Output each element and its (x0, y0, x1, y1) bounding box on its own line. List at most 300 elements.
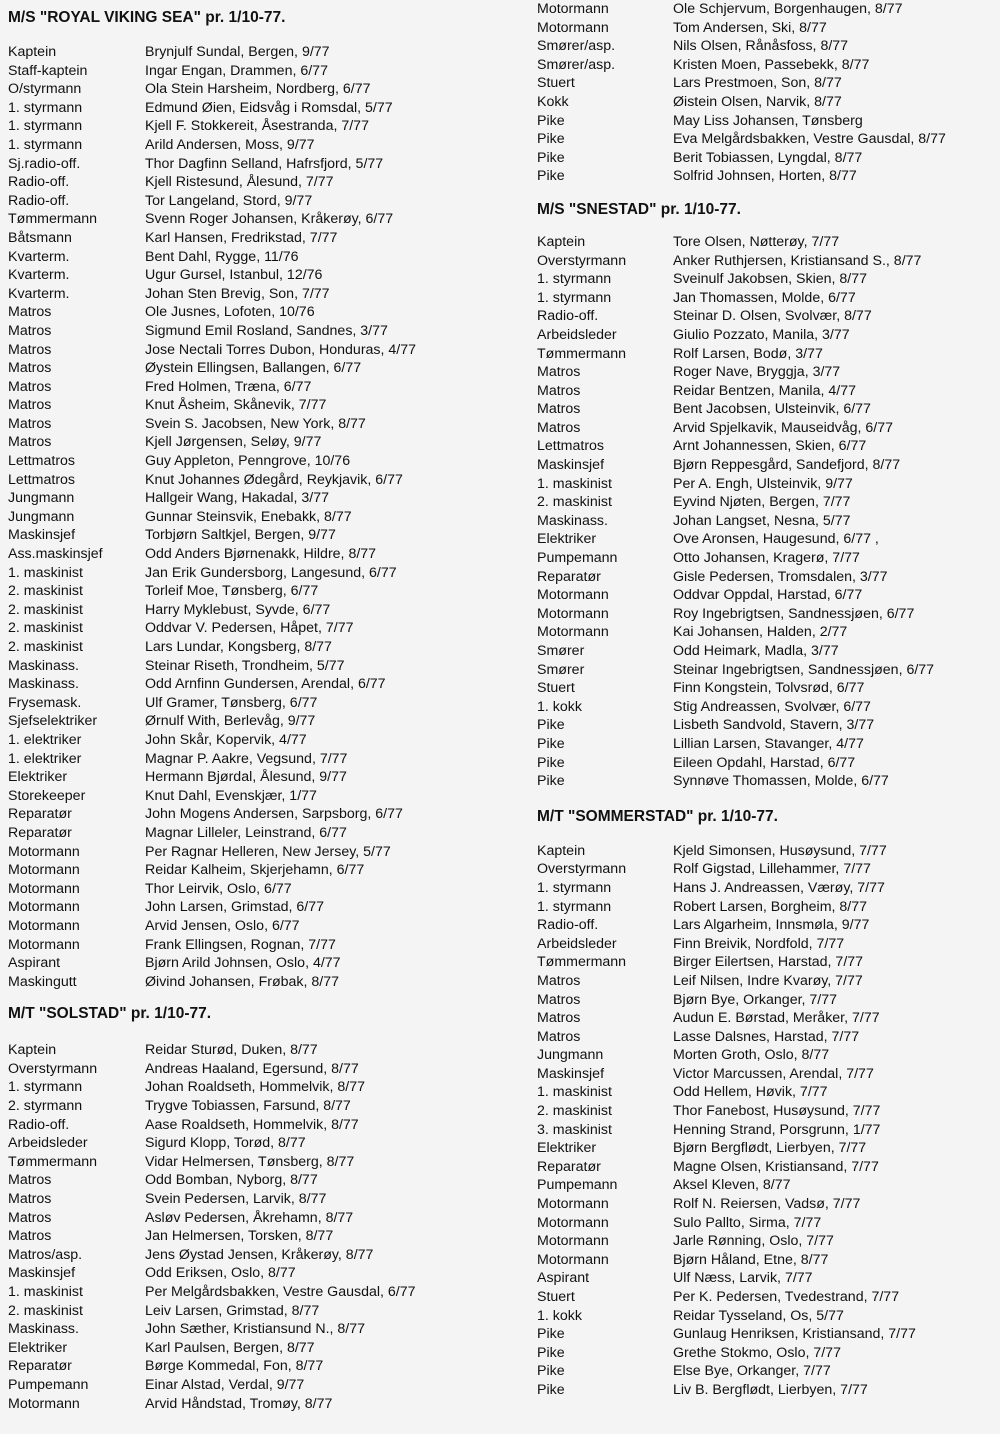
crew-name: Lillian Larsen, Stavanger, 4/77 (673, 735, 864, 752)
crew-rank: Matros (8, 322, 52, 339)
crew-name: Karl Paulsen, Bergen, 8/77 (145, 1339, 315, 1356)
crew-row (537, 400, 997, 419)
crew-name: Sigurd Klopp, Torød, 8/77 (145, 1135, 306, 1152)
crew-list (8, 1041, 528, 1413)
crew-row (537, 661, 997, 680)
crew-name: Victor Marcussen, Arendal, 7/77 (673, 1065, 874, 1082)
crew-name: Tor Langeland, Stord, 9/77 (145, 192, 313, 209)
crew-rank: Matros (8, 1228, 52, 1245)
crew-rank: Kaptein (8, 1042, 57, 1059)
crew-rank: Jungmann (8, 490, 75, 507)
crew-rank: Pike (537, 131, 565, 148)
crew-rank: 1. styrmann (8, 118, 83, 135)
crew-rank: Motormann (8, 936, 80, 953)
crew-list (537, 233, 997, 791)
crew-row (537, 1232, 997, 1251)
crew-list (8, 43, 528, 991)
crew-name: Nils Olsen, Rånåsfoss, 8/77 (673, 38, 849, 55)
crew-name: Børge Kommedal, Fon, 8/77 (145, 1358, 324, 1375)
crew-row (8, 1395, 528, 1414)
crew-row (8, 898, 528, 917)
crew-rank: 2. styrmann (8, 1098, 83, 1115)
crew-row (537, 605, 997, 624)
crew-row (537, 991, 997, 1010)
crew-rank: Motormann (8, 880, 80, 897)
crew-rank: 1. maskinist (8, 1284, 83, 1300)
crew-row (8, 43, 528, 62)
crew-row (537, 74, 997, 93)
crew-row (8, 396, 528, 415)
section-royal-viking-sea (8, 8, 528, 991)
crew-name: Ole Schjervum, Borgenhaugen, 8/77 (673, 1, 903, 17)
crew-name: Steinar D. Olsen, Svolvær, 8/77 (673, 308, 872, 325)
crew-rank: Matros (537, 364, 581, 381)
crew-rank: 1. elektriker (8, 731, 82, 748)
crew-name: Karl Hansen, Fredrikstad, 7/77 (145, 229, 338, 246)
crew-rank: Lettmatros (537, 438, 605, 455)
crew-row (8, 731, 528, 750)
crew-name: Einar Alstad, Verdal, 9/77 (145, 1376, 305, 1393)
crew-rank: 2. maskinist (8, 620, 83, 637)
crew-name: Berit Tobiassen, Lyngdal, 8/77 (673, 149, 863, 166)
crew-name: Odd Heimark, Madla, 3/77 (673, 643, 839, 659)
crew-name: Eva Melgårdsbakken, Vestre Gausdal, 8/77 (673, 131, 946, 148)
crew-row (537, 879, 997, 898)
crew-name: Ugur Gursel, Istanbul, 12/76 (145, 267, 323, 284)
crew-row (8, 917, 528, 936)
crew-row (8, 378, 528, 397)
crew-row (8, 62, 528, 81)
crew-rank: Maskinass. (8, 657, 79, 674)
crew-rank: 1. styrmann (537, 271, 612, 288)
crew-name: Lars Lundar, Kongsberg, 8/77 (145, 639, 332, 655)
crew-row (537, 1195, 997, 1214)
crew-name: Gisle Pedersen, Tromsdalen, 3/77 (673, 568, 888, 585)
crew-rank: Matros (537, 1028, 581, 1045)
crew-name: Jan Helmersen, Torsken, 8/77 (145, 1228, 334, 1245)
crew-row (8, 1078, 528, 1097)
crew-name: Bjørn Arild Johnsen, Oslo, 4/77 (145, 955, 341, 972)
crew-rank: Kvarterm. (8, 248, 70, 265)
crew-name: Tore Olsen, Nøtterøy, 7/77 (673, 233, 840, 250)
crew-row (8, 1320, 528, 1339)
crew-row (537, 623, 997, 642)
crew-row (8, 1376, 528, 1395)
crew-rank: Motormann (8, 862, 80, 879)
crew-rank: 1. styrmann (537, 289, 612, 306)
crew-name: Ingar Engan, Drammen, 6/77 (145, 62, 328, 79)
crew-name: Hallgeir Wang, Hakadal, 3/77 (145, 490, 330, 507)
crew-name: Reidar Kalheim, Skjerjehamn, 6/77 (145, 862, 365, 879)
crew-name: John Skår, Kopervik, 4/77 (145, 731, 307, 748)
crew-rank: Aspirant (8, 955, 61, 972)
crew-rank: Pumpemann (537, 550, 618, 567)
right-column (537, 0, 997, 1400)
crew-name: Ulf Næss, Larvik, 7/77 (673, 1270, 813, 1287)
crew-rank: Matros (537, 1010, 581, 1027)
section-solstad (8, 1004, 528, 1413)
crew-name: Finn Kongstein, Tolvsrød, 6/77 (673, 680, 865, 697)
crew-row (537, 112, 997, 131)
crew-rank: Motormann (537, 1251, 609, 1268)
crew-rank: 1. elektriker (8, 750, 82, 767)
crew-rank: Smører/asp. (537, 56, 616, 73)
crew-name: Robert Larsen, Borgheim, 8/77 (673, 898, 868, 915)
crew-row (537, 326, 997, 345)
crew-row (8, 601, 528, 620)
crew-rank: 2. maskinist (537, 1103, 612, 1120)
crew-row (537, 568, 997, 587)
crew-name: Aase Roaldseth, Hommelvik, 8/77 (145, 1116, 359, 1133)
crew-rank: Arbeidsleder (537, 935, 617, 952)
crew-row (8, 452, 528, 471)
crew-row (8, 173, 528, 192)
crew-row (8, 657, 528, 676)
crew-rank: Reparatør (537, 1158, 601, 1175)
crew-name: Arvid Håndstad, Tromøy, 8/77 (145, 1395, 333, 1412)
crew-row (8, 712, 528, 731)
crew-row (537, 493, 997, 512)
crew-row (537, 1214, 997, 1233)
crew-name: Ove Aronsen, Haugesund, 6/77 , (673, 531, 879, 548)
crew-row (537, 19, 997, 38)
crew-row (8, 1190, 528, 1209)
crew-row (537, 1158, 997, 1177)
crew-row (8, 80, 528, 99)
crew-rank: Pike (537, 773, 565, 790)
crew-name: Ola Stein Harsheim, Nordberg, 6/77 (145, 81, 371, 98)
left-column (8, 0, 528, 1413)
crew-row (8, 582, 528, 601)
crew-rank: 1. kokk (537, 1307, 582, 1324)
crew-rank: 2. maskinist (537, 494, 612, 511)
crew-row (537, 642, 997, 661)
crew-name: Kai Johansen, Halden, 2/77 (673, 624, 848, 641)
crew-rank: Tømmermann (8, 211, 98, 228)
crew-name: Magnar Lilleler, Leinstrand, 6/77 (145, 824, 347, 841)
crew-name: Odd Hellem, Høvik, 7/77 (673, 1084, 828, 1101)
crew-rank: Pike (537, 149, 565, 166)
crew-rank: Reparatør (537, 568, 601, 585)
crew-rank: Motormann (8, 899, 80, 916)
section-royal-viking-sea-continued (537, 0, 997, 186)
crew-rank: Overstyrmann (8, 1060, 98, 1077)
crew-name: Jarle Rønning, Oslo, 7/77 (673, 1233, 834, 1250)
crew-rank: Matros/asp. (8, 1246, 83, 1263)
crew-row (8, 1153, 528, 1172)
crew-row (537, 419, 997, 438)
crew-name: Øistein Olsen, Narvik, 8/77 (673, 93, 842, 110)
crew-rank: Reparatør (8, 824, 72, 841)
crew-row (8, 1246, 528, 1265)
crew-rank: Maskinsjef (8, 1265, 76, 1282)
crew-rank: Pike (537, 717, 565, 734)
crew-rank: 1. styrmann (537, 879, 612, 896)
crew-row (8, 1116, 528, 1135)
crew-rank: Pumpemann (537, 1177, 618, 1194)
crew-row (537, 56, 997, 75)
crew-rank: Pumpemann (8, 1376, 89, 1393)
crew-row (537, 93, 997, 112)
crew-row (537, 456, 997, 475)
crew-rank: 1. styrmann (8, 1079, 83, 1096)
crew-name: Svein Pedersen, Larvik, 8/77 (145, 1191, 327, 1208)
crew-row (537, 1176, 997, 1195)
crew-rank: Matros (537, 991, 581, 1008)
crew-name: Kjell Jørgensen, Seløy, 9/77 (145, 434, 322, 451)
crew-row (8, 359, 528, 378)
crew-name: Bjørn Reppesgård, Sandefjord, 8/77 (673, 457, 901, 474)
section-snestad (537, 200, 997, 791)
crew-name: Thor Fanebost, Husøysund, 7/77 (673, 1103, 881, 1120)
crew-row (537, 1381, 997, 1400)
crew-rank: Maskinsjef (8, 527, 76, 544)
crew-row (537, 898, 997, 917)
crew-name: Knut Dahl, Evenskjær, 1/77 (145, 787, 317, 804)
crew-row (8, 750, 528, 769)
crew-name: Harry Myklebust, Syvde, 6/77 (145, 601, 331, 618)
crew-name: Kjell F. Stokkereit, Åsestranda, 7/77 (145, 118, 369, 135)
crew-rank: Matros (8, 341, 52, 358)
crew-row (537, 0, 997, 19)
crew-name: Svenn Roger Johansen, Kråkerøy, 6/77 (145, 211, 394, 228)
crew-name: John Larsen, Grimstad, 6/77 (145, 899, 325, 916)
crew-name: Odd Anders Bjørnenakk, Hildre, 8/77 (145, 546, 377, 563)
crew-name: Eileen Opdahl, Harstad, 6/77 (673, 754, 856, 771)
crew-row (537, 1083, 997, 1102)
crew-name: Eyvind Njøten, Bergen, 7/77 (673, 494, 851, 511)
crew-list (537, 842, 997, 1400)
crew-name: Johan Langset, Nesna, 5/77 (673, 512, 851, 529)
crew-rank: Matros (537, 401, 581, 418)
crew-name: Guy Appleton, Penngrove, 10/76 (145, 453, 351, 470)
crew-rank: Motormann (537, 1233, 609, 1250)
crew-row (537, 289, 997, 308)
crew-row (8, 322, 528, 341)
crew-list (537, 0, 997, 186)
crew-rank: 1. styrmann (537, 898, 612, 915)
crew-rank: Reparatør (8, 806, 72, 823)
crew-rank: Pike (537, 1344, 565, 1361)
crew-name: Hans J. Andreassen, Værøy, 7/77 (673, 879, 885, 896)
crew-rank: Maskinsjef (537, 457, 605, 474)
crew-row (8, 675, 528, 694)
crew-name: Solfrid Johnsen, Horten, 8/77 (673, 168, 857, 185)
crew-rank: Motormann (537, 19, 609, 36)
crew-rank: 2. maskinist (8, 1302, 83, 1319)
crew-row (8, 229, 528, 248)
crew-name: Øivind Johansen, Frøbak, 8/77 (145, 973, 339, 990)
crew-name: Anker Ruthjersen, Kristiansand S., 8/77 (673, 252, 922, 269)
crew-row (8, 768, 528, 787)
crew-row (8, 787, 528, 806)
crew-name: Gunnar Steinsvik, Enebakk, 8/77 (145, 508, 352, 525)
crew-row (8, 1227, 528, 1246)
crew-name: Rolf Larsen, Bodø, 3/77 (673, 345, 823, 362)
crew-rank: Arbeidsleder (537, 326, 617, 343)
crew-name: Vidar Helmersen, Tønsberg, 8/77 (145, 1153, 355, 1170)
crew-name: Steinar Riseth, Trondheim, 5/77 (145, 657, 345, 674)
crew-rank: Radio-off. (537, 308, 599, 325)
crew-rank: Kaptein (537, 233, 586, 250)
crew-rank: 1. kokk (537, 698, 582, 715)
crew-row (537, 437, 997, 456)
crew-row (8, 285, 528, 304)
crew-row (8, 880, 528, 899)
crew-name: Magnar P. Aakre, Vegsund, 7/77 (145, 750, 348, 767)
crew-row (537, 772, 997, 791)
crew-name: Torleif Moe, Tønsberg, 6/77 (145, 583, 319, 600)
crew-rank: Motormann (8, 843, 80, 860)
crew-row (8, 1097, 528, 1116)
crew-row (537, 149, 997, 168)
crew-rank: Frysemask. (8, 694, 82, 711)
crew-row (8, 526, 528, 545)
crew-row (8, 155, 528, 174)
crew-rank: Aspirant (537, 1270, 590, 1287)
crew-rank: Maskinass. (537, 512, 608, 529)
crew-rank: Stuert (537, 680, 575, 697)
crew-rank: Jungmann (537, 1047, 604, 1064)
crew-row (537, 1065, 997, 1084)
crew-rank: Lettmatros (8, 471, 76, 488)
crew-name: Odd Eriksen, Oslo, 8/77 (145, 1265, 296, 1282)
crew-name: Lasse Dalsnes, Harstad, 7/77 (673, 1028, 860, 1045)
crew-rank: Pike (537, 168, 565, 185)
crew-row (537, 1325, 997, 1344)
crew-name: Henning Strand, Porsgrunn, 1/77 (673, 1121, 881, 1138)
crew-name: Jan Erik Gundersborg, Langesund, 6/77 (145, 564, 397, 581)
crew-rank: Matros (8, 360, 52, 377)
crew-rank: Matros (8, 397, 52, 414)
crew-name: Grethe Stokmo, Oslo, 7/77 (673, 1344, 841, 1361)
crew-rank: Matros (537, 382, 581, 399)
crew-name: Johan Sten Brevig, Son, 7/77 (145, 285, 330, 302)
crew-row (537, 586, 997, 605)
crew-row (8, 1339, 528, 1358)
crew-rank: Overstyrmann (537, 861, 627, 878)
crew-rank: Maskingutt (8, 973, 77, 990)
crew-rank: Radio-off. (8, 192, 70, 209)
crew-rank: Elektriker (537, 1140, 597, 1157)
crew-name: Kjeld Simonsen, Husøysund, 7/77 (673, 842, 887, 859)
crew-rank: Sjefselektriker (8, 713, 98, 730)
crew-row (537, 754, 997, 773)
crew-name: Edmund Øien, Eidsvåg i Romsdal, 5/77 (145, 99, 393, 116)
crew-name: Reidar Sturød, Duken, 8/77 (145, 1042, 318, 1059)
crew-name: Roy Ingebrigtsen, Sandnessjøen, 6/77 (673, 605, 915, 622)
crew-name: Odd Bomban, Nyborg, 8/77 (145, 1172, 318, 1189)
crew-name: Giulio Pozzato, Manila, 3/77 (673, 326, 850, 343)
crew-row (8, 1209, 528, 1228)
crew-name: Birger Eilertsen, Harstad, 7/77 (673, 954, 864, 971)
crew-rank: Matros (537, 972, 581, 989)
crew-name: Liv B. Bergflødt, Lierbyen, 7/77 (673, 1381, 868, 1398)
crew-row (8, 564, 528, 583)
crew-row (537, 842, 997, 861)
crew-rank: Matros (8, 304, 52, 321)
crew-name: Andreas Haaland, Egersund, 8/77 (145, 1060, 359, 1077)
crew-name: Finn Breivik, Nordfold, 7/77 (673, 935, 845, 952)
crew-row (8, 266, 528, 285)
crew-rank: Pike (537, 735, 565, 752)
crew-name: Magne Olsen, Kristiansand, 7/77 (673, 1158, 879, 1175)
crew-name: Roger Nave, Bryggja, 3/77 (673, 364, 841, 381)
crew-name: Thor Leirvik, Oslo, 6/77 (145, 880, 292, 897)
crew-rank: Motormann (537, 1214, 609, 1231)
crew-row (537, 972, 997, 991)
crew-name: Audun E. Børstad, Meråker, 7/77 (673, 1010, 880, 1027)
crew-rank: Maskinsjef (537, 1065, 605, 1082)
crew-rank: Smører (537, 661, 585, 678)
crew-name: Steinar Ingebrigtsen, Sandnessjøen, 6/77 (673, 661, 935, 678)
crew-name: Ole Jusnes, Lofoten, 10/76 (145, 304, 315, 321)
crew-rank: Båtsmann (8, 229, 72, 246)
crew-name: Sulo Pallto, Sirma, 7/77 (673, 1214, 822, 1231)
crew-row (537, 698, 997, 717)
crew-row (537, 735, 997, 754)
crew-name: Trygve Tobiassen, Farsund, 8/77 (145, 1098, 351, 1115)
crew-rank: Radio-off. (537, 917, 599, 934)
crew-row (8, 210, 528, 229)
crew-rank: Motormann (537, 624, 609, 641)
crew-rank: Reparatør (8, 1358, 72, 1375)
crew-name: Kristen Moen, Passebekk, 8/77 (673, 56, 870, 73)
crew-name: Kjell Ristesund, Ålesund, 7/77 (145, 174, 334, 191)
crew-row (8, 1302, 528, 1321)
crew-name: Svein S. Jacobsen, New York, 8/77 (145, 415, 366, 432)
crew-name: Brynjulf Sundal, Bergen, 9/77 (145, 44, 330, 60)
crew-name: Bjørn Bye, Orkanger, 7/77 (673, 991, 838, 1008)
crew-name: Gunlaug Henriksen, Kristiansand, 7/77 (673, 1326, 916, 1343)
crew-rank: Pike (537, 1363, 565, 1380)
crew-rank: Kaptein (8, 44, 57, 60)
crew-row (537, 37, 997, 56)
crew-name: Jens Øystad Jensen, Kråkerøy, 8/77 (145, 1246, 374, 1263)
crew-name: Bent Jacobsen, Ulsteinvik, 6/77 (673, 401, 871, 418)
crew-rank: Motormann (8, 917, 80, 934)
crew-rank: 1. maskinist (537, 1084, 612, 1101)
crew-name: Else Bye, Orkanger, 7/77 (673, 1363, 831, 1380)
crew-rank: Elektriker (8, 1339, 68, 1356)
crew-rank: Radio-off. (8, 1116, 70, 1133)
crew-name: Odd Arnfinn Gundersen, Arendal, 6/77 (145, 676, 386, 693)
crew-row (537, 1362, 997, 1381)
crew-row (8, 545, 528, 564)
crew-name: Frank Ellingsen, Rognan, 7/77 (145, 936, 336, 953)
crew-rank: Matros (537, 419, 581, 436)
crew-rank: Matros (8, 434, 52, 451)
crew-row (537, 679, 997, 698)
crew-row (537, 1121, 997, 1140)
crew-name: Asløv Pedersen, Åkrehamn, 8/77 (145, 1209, 354, 1226)
crew-row (537, 1139, 997, 1158)
crew-name: Lisbeth Sandvold, Stavern, 3/77 (673, 717, 875, 734)
crew-rank: Motormann (537, 587, 609, 604)
section-sommerstad (537, 807, 997, 1400)
crew-row (8, 489, 528, 508)
crew-name: Ulf Gramer, Tønsberg, 6/77 (145, 694, 318, 711)
crew-row (8, 192, 528, 211)
crew-name: Jan Thomassen, Molde, 6/77 (673, 289, 856, 306)
crew-row (8, 638, 528, 657)
crew-row (537, 512, 997, 531)
crew-row (537, 1307, 997, 1326)
crew-rank: Matros (8, 378, 52, 395)
crew-name: Thor Dagfinn Selland, Hafrsfjord, 5/77 (145, 155, 384, 172)
crew-name: Fred Holmen, Træna, 6/77 (145, 378, 312, 395)
crew-row (8, 1283, 528, 1302)
